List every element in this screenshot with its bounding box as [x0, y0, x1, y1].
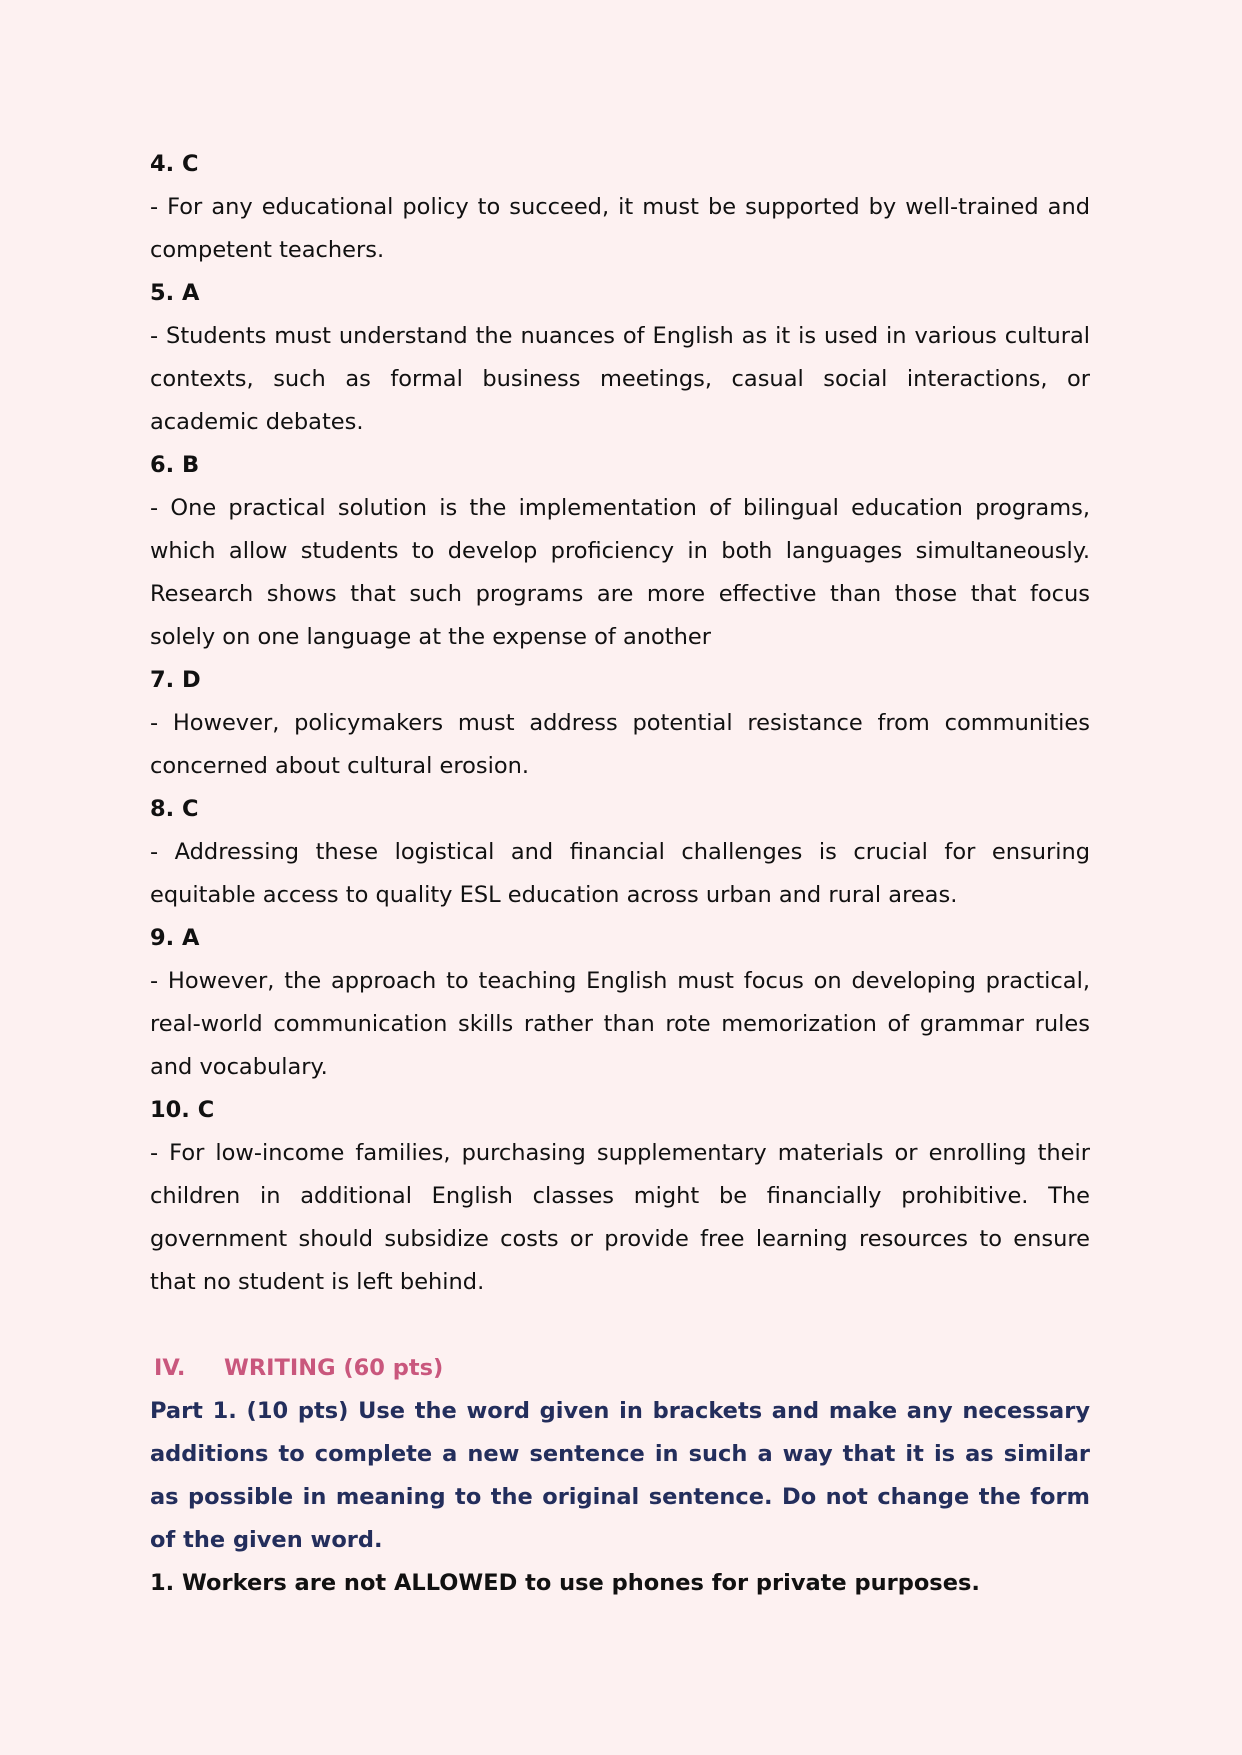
answer-number-7: 7. D: [150, 667, 201, 693]
answer-number-9: 9. A: [150, 925, 200, 951]
document-content: [150, 143, 1090, 1605]
answer-number-6: 6. B: [150, 452, 200, 478]
section-heading-writing: [150, 1347, 1090, 1390]
answer-explanation-7: - However, policymakers must address potential resistance from communities concerned about cultural erosion.: [150, 710, 1090, 779]
answer-explanation-5: - Students must understand the nuances of English as it is used in various cultural contexts, such as formal business meetings, casual social interactions, or academic debates.: [150, 323, 1090, 435]
answer-number-8: 8. C: [150, 796, 199, 822]
section-title: WRITING (60 pts): [224, 1355, 444, 1381]
part1-instructions: Part 1. (10 pts) Use the word given in brackets and make any necessary additions to complete a new sentence in such a way that it is as similar as possible in meaning to the original sentence. Do not change the form of the given word.: [150, 1398, 1090, 1553]
answer-explanation-6: - One practical solution is the implementation of bilingual education programs, which allow students to develop proficiency in both languages simultaneously. Research shows that such programs are more effective than those that focus solely on one language at the expense of another: [150, 495, 1090, 650]
answer-explanation-8: - Addressing these logistical and financial challenges is crucial for ensuring equitable access to quality ESL education across urban and rural areas.: [150, 839, 1090, 908]
answer-explanation-9: - However, the approach to teaching English must focus on developing practical, real-world communication skills rather than rote memorization of grammar rules and vocabulary.: [150, 968, 1090, 1080]
answer-number-5: 5. A: [150, 280, 200, 306]
answer-number-4: 4. C: [150, 151, 199, 177]
answer-number-10: 10. C: [150, 1097, 215, 1123]
section-roman-numeral: IV.: [154, 1355, 186, 1381]
question-1: 1. Workers are not ALLOWED to use phones for private purposes.: [150, 1570, 980, 1596]
answer-explanation-10: - For low-income families, purchasing supplementary materials or enrolling their children in additional English classes might be financially prohibitive. The government should subsidize costs or provide free learning resources to ensure that no student is left behind.: [150, 1140, 1090, 1295]
answer-explanation-4: - For any educational policy to succeed, it must be supported by well-trained and competent teachers.: [150, 194, 1090, 263]
